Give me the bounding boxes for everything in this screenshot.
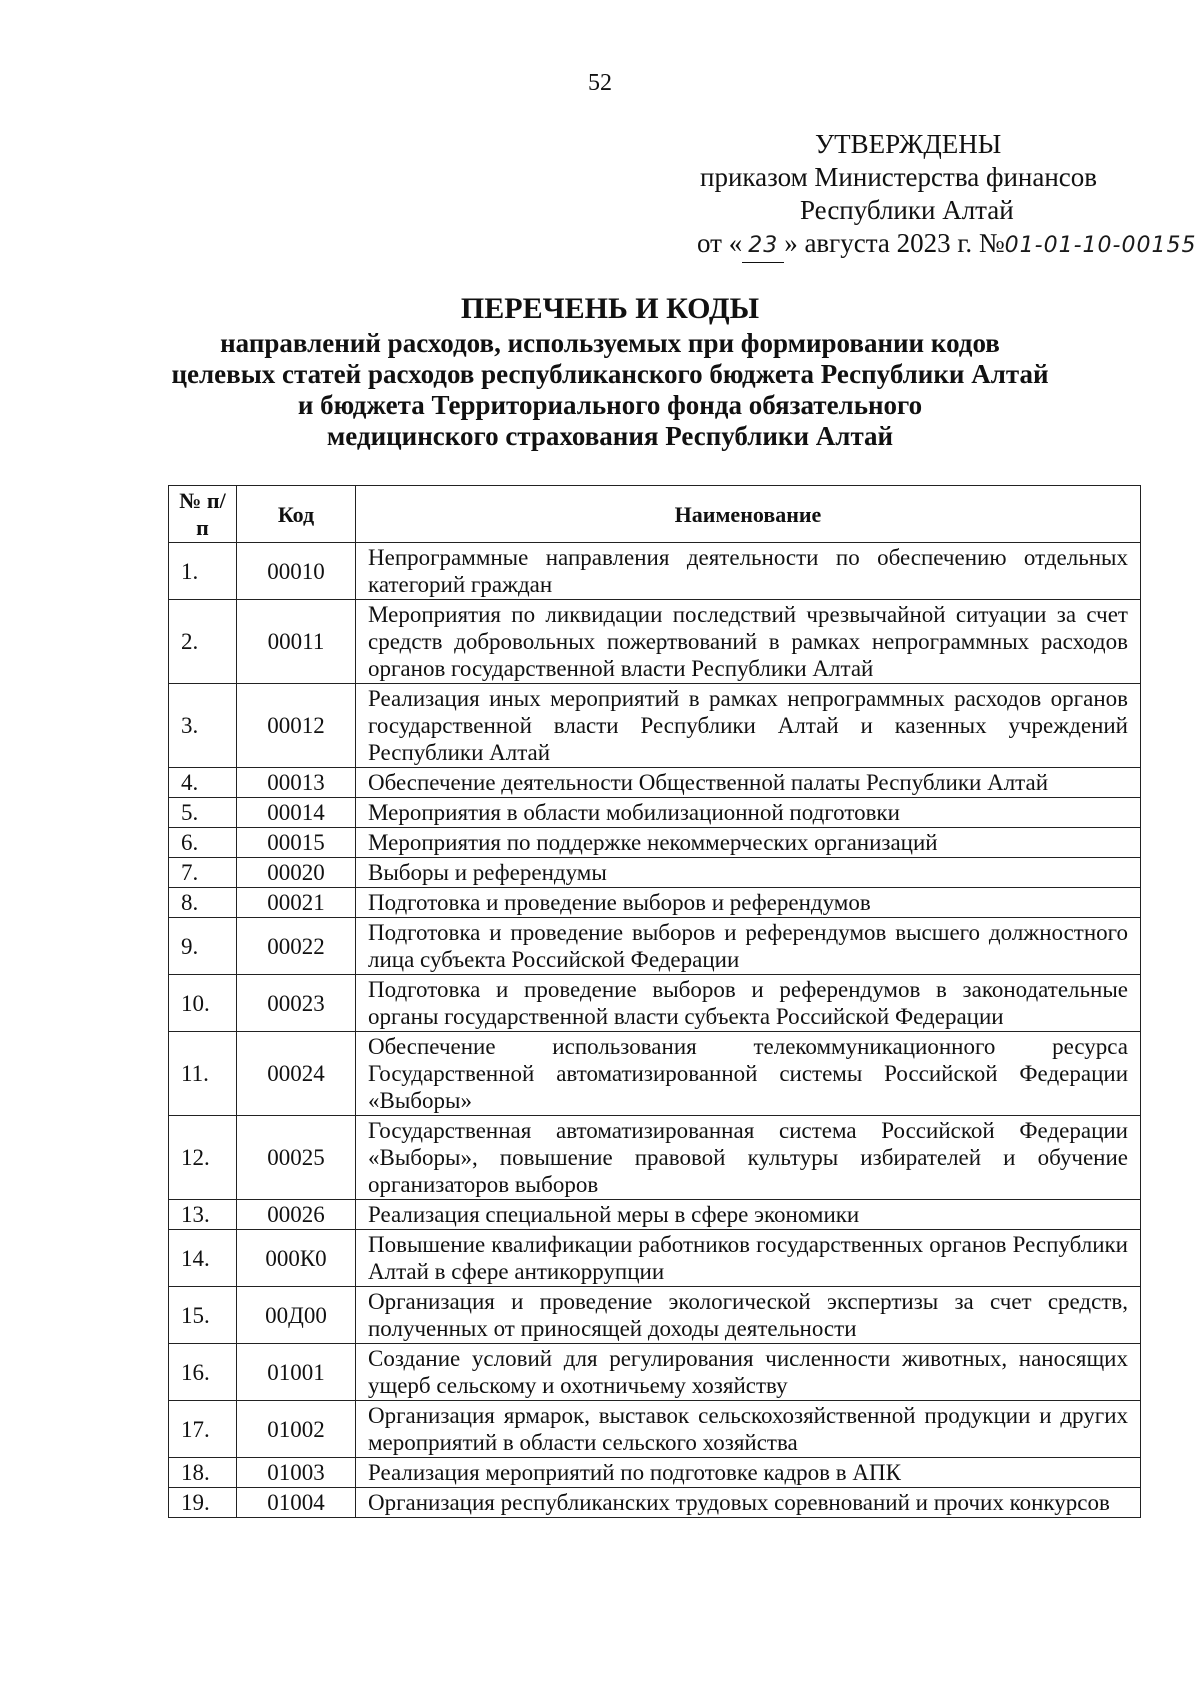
cell-num: 5. [169,798,237,828]
cell-num: 6. [169,828,237,858]
page-number: 52 [588,70,612,96]
cell-num: 10. [169,975,237,1032]
cell-code: 01002 [237,1401,356,1458]
header-num: № п/п [169,486,237,543]
cell-name: Повышение квалификации работников государственных органов Республики Алтай в сфере антикоррупции [356,1230,1141,1287]
cell-code: 00013 [237,768,356,798]
table-row [169,600,1141,684]
cell-num: 15. [169,1287,237,1344]
table-row [169,1344,1141,1401]
cell-num: 14. [169,1230,237,1287]
document-title [100,290,1120,452]
cell-name: Реализация иных мероприятий в рамках непрограммных расходов органов государственной власти Республики Алтай и казенных учреждений Республики Алтай [356,684,1141,768]
header-name: Наименование [356,486,1141,543]
cell-num: 17. [169,1401,237,1458]
cell-code: 01003 [237,1458,356,1488]
cell-code: 00023 [237,975,356,1032]
cell-name: Организация республиканских трудовых соревнований и прочих конкурсов [356,1488,1141,1518]
main-title: ПЕРЕЧЕНЬ И КОДЫ [460,292,760,325]
subtitle-line: и бюджета Территориального фонда обязательного [297,390,923,420]
cell-code: 00020 [237,858,356,888]
table-row [169,1200,1141,1230]
cell-name: Непрограммные направления деятельности по обеспечению отдельных категорий граждан [356,543,1141,600]
cell-code: 00015 [237,828,356,858]
subtitle-line: медицинского страхования Республики Алтай [326,421,894,451]
table-body [169,543,1141,1518]
handwritten-day: 23 [742,229,784,263]
cell-num: 1. [169,543,237,600]
table-row [169,828,1141,858]
cell-name: Выборы и референдумы [356,858,1141,888]
cell-code: 00010 [237,543,356,600]
cell-name: Реализация специальной меры в сфере экономики [356,1200,1141,1230]
cell-name: Мероприятия по ликвидации последствий чрезвычайной ситуации за счет средств добровольных пожертвований в рамках непрограммных расходов органов государственной власти Республики Алтай [356,600,1141,684]
approval-stamp [600,128,1197,263]
header-code: Код [237,486,356,543]
cell-name: Организация и проведение экологической экспертизы за счет средств, полученных от приносящей доходы деятельности [356,1287,1141,1344]
table-row [169,1116,1141,1200]
date-suffix: » августа 2023 г. № [784,228,1005,258]
cell-num: 11. [169,1032,237,1116]
cell-name: Обеспечение деятельности Общественной палаты Республики Алтай [356,768,1141,798]
cell-num: 3. [169,684,237,768]
cell-code: 00Д00 [237,1287,356,1344]
cell-code: 00021 [237,888,356,918]
approval-order-line: приказом Министерства финансов [700,162,1098,192]
cell-code: 00014 [237,798,356,828]
cell-name: Организация ярмарок, выставок сельскохозяйственной продукции и других мероприятий в области сельского хозяйства [356,1401,1141,1458]
date-prefix: от « [697,228,743,258]
cell-code: 00011 [237,600,356,684]
cell-num: 18. [169,1458,237,1488]
table-row [169,798,1141,828]
cell-name: Создание условий для регулирования численности животных, наносящих ущерб сельскому и охотничьему хозяйству [356,1344,1141,1401]
cell-num: 4. [169,768,237,798]
cell-num: 8. [169,888,237,918]
table-row [169,543,1141,600]
table-row [169,975,1141,1032]
table-row [169,918,1141,975]
subtitle-line: целевых статей расходов республиканского бюджета Республики Алтай [171,359,1049,389]
table-row [169,1230,1141,1287]
cell-code: 01004 [237,1488,356,1518]
table-row [169,1401,1141,1458]
handwritten-order-number: 01-01-10-00155 [1004,233,1197,258]
cell-name: Подготовка и проведение выборов и референдумов [356,888,1141,918]
cell-num: 19. [169,1488,237,1518]
subtitle-line: направлений расходов, используемых при формировании кодов [220,328,1000,358]
table-row [169,1032,1141,1116]
codes-table [168,485,1141,1518]
cell-code: 000К0 [237,1230,356,1287]
cell-name: Государственная автоматизированная система Российской Федерации «Выборы», повышение правовой культуры избирателей и обучение организаторов выборов [356,1116,1141,1200]
table-row [169,858,1141,888]
cell-code: 00025 [237,1116,356,1200]
table-row [169,888,1141,918]
cell-name: Мероприятия в области мобилизационной подготовки [356,798,1141,828]
table-header-row [169,486,1141,543]
cell-num: 16. [169,1344,237,1401]
approval-date-line [600,227,1197,263]
approval-republic-line: Республики Алтай [800,195,1014,225]
cell-code: 00022 [237,918,356,975]
cell-num: 2. [169,600,237,684]
table-row [169,1458,1141,1488]
cell-code: 00012 [237,684,356,768]
cell-name: Подготовка и проведение выборов и референдумов в законодательные органы государственной власти субъекта Российской Федерации [356,975,1141,1032]
cell-num: 13. [169,1200,237,1230]
cell-num: 9. [169,918,237,975]
cell-num: 12. [169,1116,237,1200]
table-row [169,768,1141,798]
cell-name: Обеспечение использования телекоммуникационного ресурса Государственной автоматизированной системы Российской Федерации «Выборы» [356,1032,1141,1116]
cell-code: 00026 [237,1200,356,1230]
cell-name: Реализация мероприятий по подготовке кадров в АПК [356,1458,1141,1488]
cell-name: Мероприятия по поддержке некоммерческих организаций [356,828,1141,858]
cell-num: 7. [169,858,237,888]
table-row [169,1287,1141,1344]
cell-code: 01001 [237,1344,356,1401]
cell-name: Подготовка и проведение выборов и референдумов высшего должностного лица субъекта Российской Федерации [356,918,1141,975]
cell-code: 00024 [237,1032,356,1116]
table-row [169,1488,1141,1518]
approval-heading: УТВЕРЖДЕНЫ [815,129,1002,159]
table-row [169,684,1141,768]
